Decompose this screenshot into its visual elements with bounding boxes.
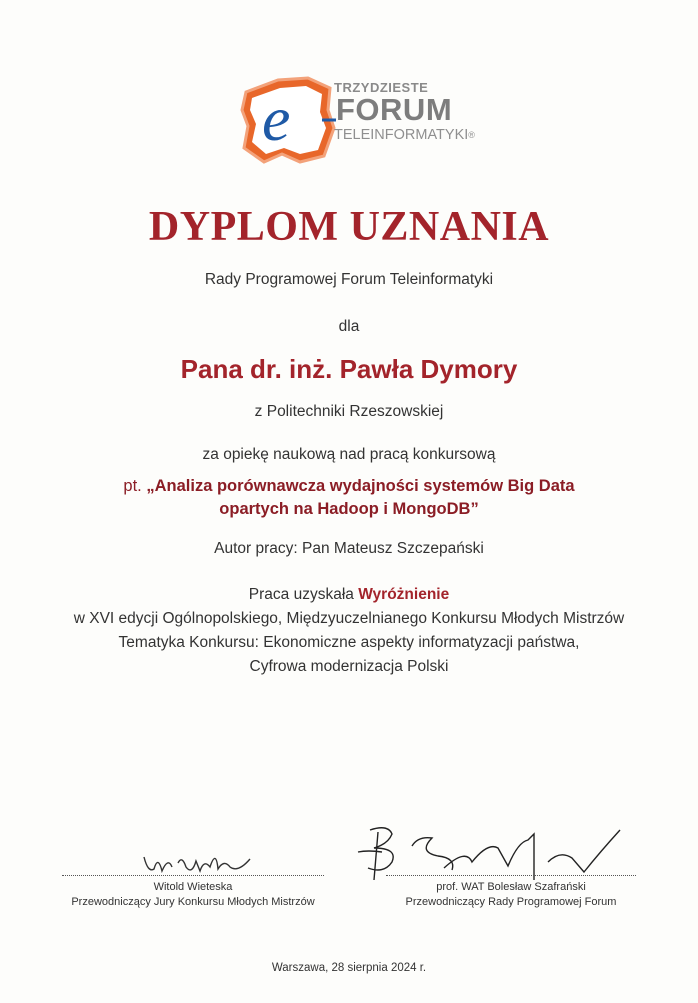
work-title	[0, 475, 698, 521]
reason-text: za opiekę naukową nad pracą konkursową	[202, 446, 496, 463]
left-signature-block	[40, 880, 346, 910]
award-line	[0, 586, 698, 604]
logo-line3-text: TELEINFORMATYKI	[334, 127, 469, 143]
work-title-line2: opartych na Hadoop i MongoDB”	[219, 500, 479, 518]
left-signature-line	[62, 875, 324, 876]
logo-line1: TRZYDZIESTE	[334, 80, 429, 95]
work-title-line1	[0, 475, 698, 498]
diploma-title: DYPLOM UZNANIA	[148, 204, 550, 250]
topic-line1: Tematyka Konkursu: Ekonomiczne aspekty informatyzacji państwa,	[118, 634, 580, 651]
author-text: Autor pracy: Pan Mateusz Szczepański	[214, 540, 484, 557]
topic-line2: Cyfrowa modernizacja Polski	[249, 658, 449, 675]
work-prefix: pt.	[123, 477, 142, 495]
logo-line2: FORUM	[336, 92, 453, 127]
right-signer-role: Przewodniczący Rady Programowej Forum	[405, 896, 617, 908]
edition-text: w XVI edycji Ogólnopolskiego, Międzyuczelnianego Konkursu Młodych Mistrzów	[73, 610, 625, 627]
left-signer-role: Przewodniczący Jury Konkursu Młodych Mistrzów	[71, 896, 315, 908]
registered-mark: ®	[468, 130, 475, 141]
left-signer-name: Witold Wieteska	[153, 881, 233, 893]
award-prefix: Praca uzyskała	[248, 586, 354, 603]
right-signature-line	[386, 875, 636, 876]
work-title-text1: „Analiza porównawcza wydajności systemów Big Data	[146, 477, 575, 495]
left-signature-icon	[138, 845, 258, 879]
logo-line3	[334, 127, 475, 143]
right-signer-name: prof. WAT Bolesław Szafrański	[436, 881, 586, 893]
for-label: dla	[338, 318, 360, 335]
right-signature-block	[358, 880, 664, 910]
recipient-name: Pana dr. inż. Pawła Dymory	[180, 354, 518, 384]
logo-e-letter: e	[262, 83, 291, 154]
place-date: Warszawa, 28 sierpnia 2024 r.	[271, 962, 427, 974]
issuer-text: Rady Programowej Forum Teleinformatyki	[204, 271, 494, 288]
award-name: Wyróżnienie	[358, 586, 450, 603]
institution-text: z Politechniki Rzeszowskiej	[254, 403, 444, 420]
forum-logo	[238, 70, 475, 170]
